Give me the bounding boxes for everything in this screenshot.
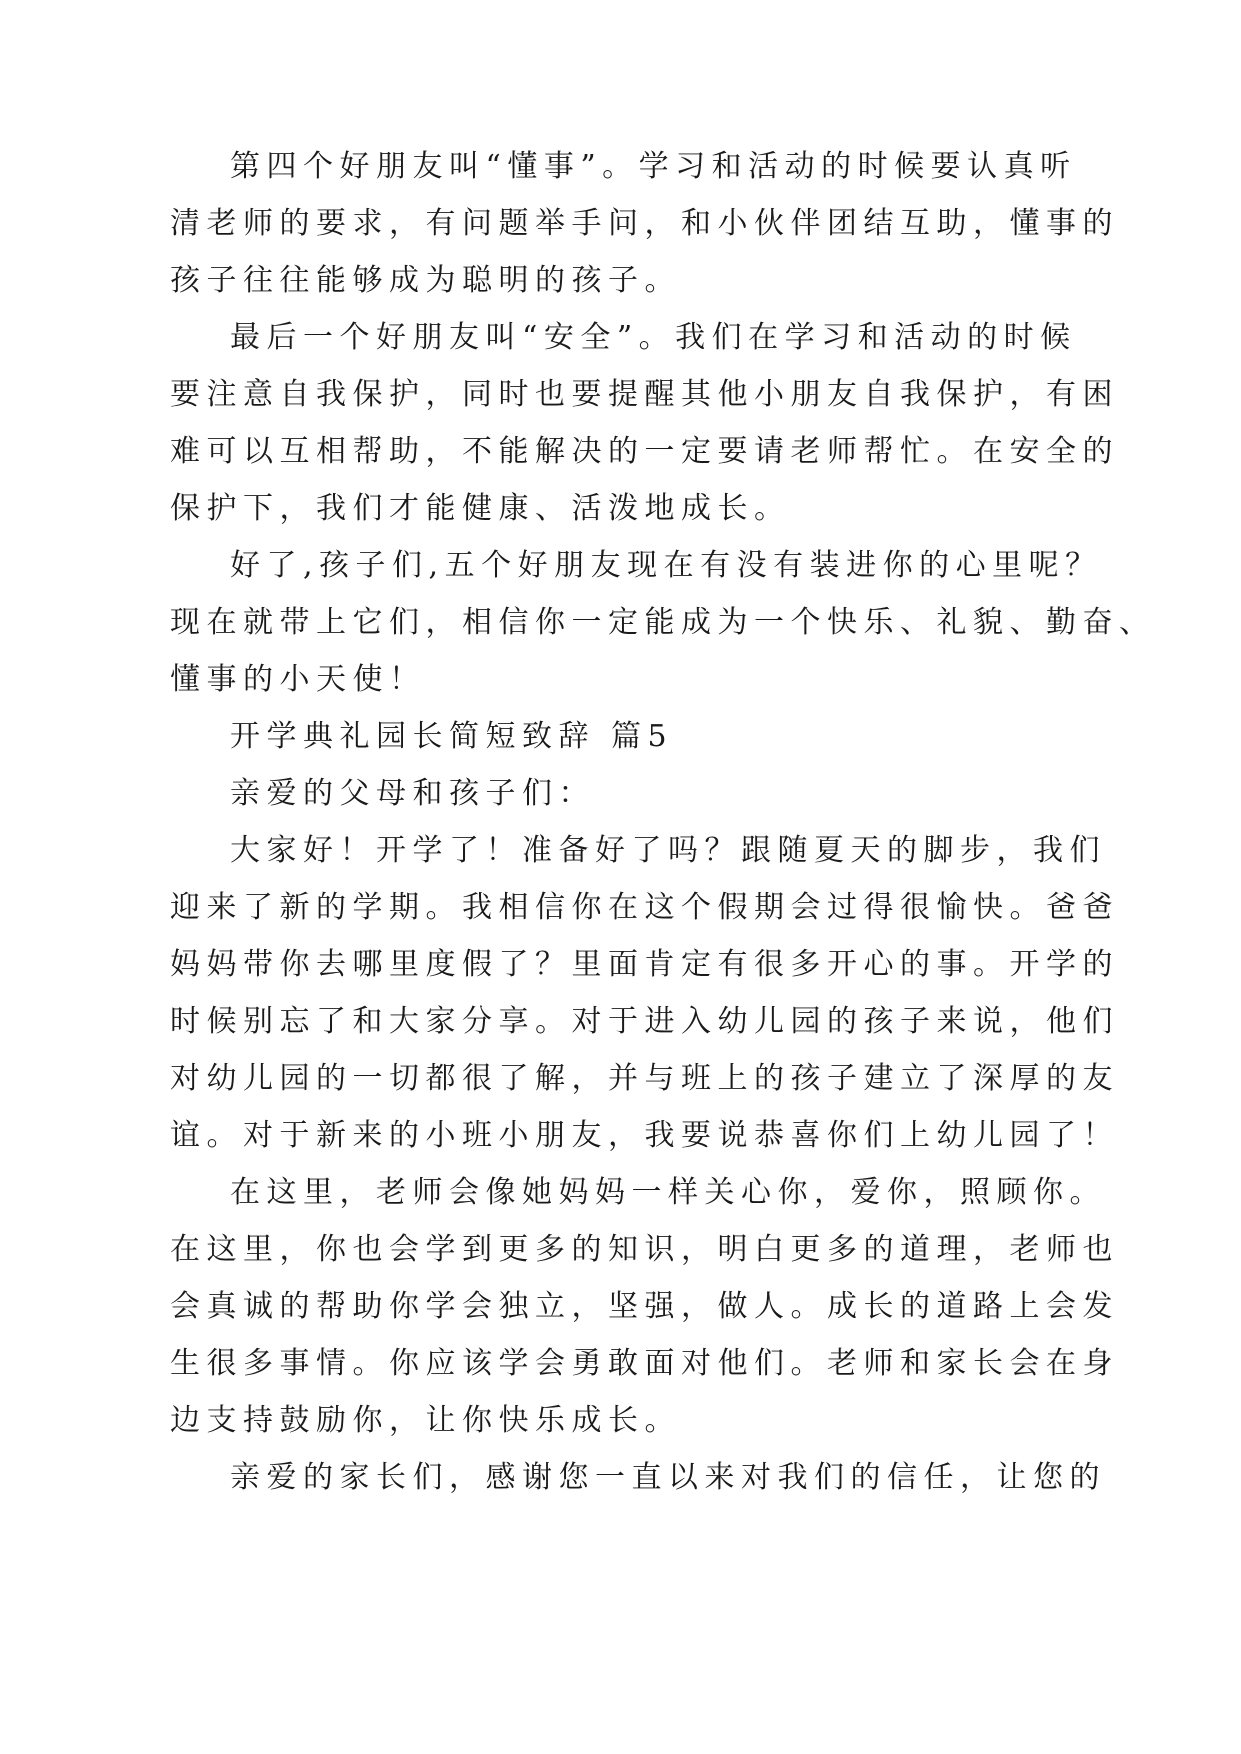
- text-line: 谊。对于新来的小班小朋友，我要说恭喜你们上幼儿园了！: [170, 1118, 1119, 1153]
- text-line: 懂事的小天使！: [170, 662, 426, 697]
- text-line: 大家好！开学了！准备好了吗？跟随夏天的脚步，我们: [230, 833, 1106, 868]
- text-line: 会真诚的帮助你学会独立，坚强，做人。成长的道路上会发: [170, 1289, 1119, 1324]
- text-line: 孩子往往能够成为聪明的孩子。: [170, 263, 681, 298]
- text-line: 要注意自我保护，同时也要提醒其他小朋友自我保护，有困: [170, 377, 1119, 412]
- text-line: 生很多事情。你应该学会勇敢面对他们。老师和家长会在身: [170, 1346, 1119, 1381]
- text-line: 时候别忘了和大家分享。对于进入幼儿园的孩子来说，他们: [170, 1004, 1119, 1039]
- text-line: 对幼儿园的一切都很了解，并与班上的孩子建立了深厚的友: [170, 1061, 1119, 1096]
- text-line: 亲爱的家长们，感谢您一直以来对我们的信任，让您的: [230, 1460, 1106, 1495]
- text-line: 第四个好朋友叫“懂事”。学习和活动的时候要认真听: [230, 149, 1077, 184]
- text-line: 迎来了新的学期。我相信你在这个假期会过得很愉快。爸爸: [170, 890, 1119, 925]
- text-line: 最后一个好朋友叫“安全”。我们在学习和活动的时候: [230, 320, 1077, 355]
- text-line: 清老师的要求，有问题举手问，和小伙伴团结互助，懂事的: [170, 206, 1119, 241]
- section-heading: 开学典礼园长简短致辞 篇5: [230, 719, 674, 754]
- salutation: 亲爱的父母和孩子们：: [230, 776, 595, 811]
- text-line: 现在就带上它们，相信你一定能成为一个快乐、礼貌、勤奋、: [170, 605, 1156, 640]
- text-line: 边支持鼓励你，让你快乐成长。: [170, 1403, 681, 1438]
- text-line: 在这里，老师会像她妈妈一样关心你，爱你，照顾你。: [230, 1175, 1106, 1210]
- text-line: 保护下，我们才能健康、活泼地成长。: [170, 491, 791, 526]
- text-line: 难可以互相帮助，不能解决的一定要请老师帮忙。在安全的: [170, 434, 1119, 469]
- text-line: 妈妈带你去哪里度假了？里面肯定有很多开心的事。开学的: [170, 947, 1119, 982]
- text-line: 在这里，你也会学到更多的知识，明白更多的道理，老师也: [170, 1232, 1119, 1267]
- text-line: 好了,孩子们,五个好朋友现在有没有装进你的心里呢？: [230, 548, 1102, 583]
